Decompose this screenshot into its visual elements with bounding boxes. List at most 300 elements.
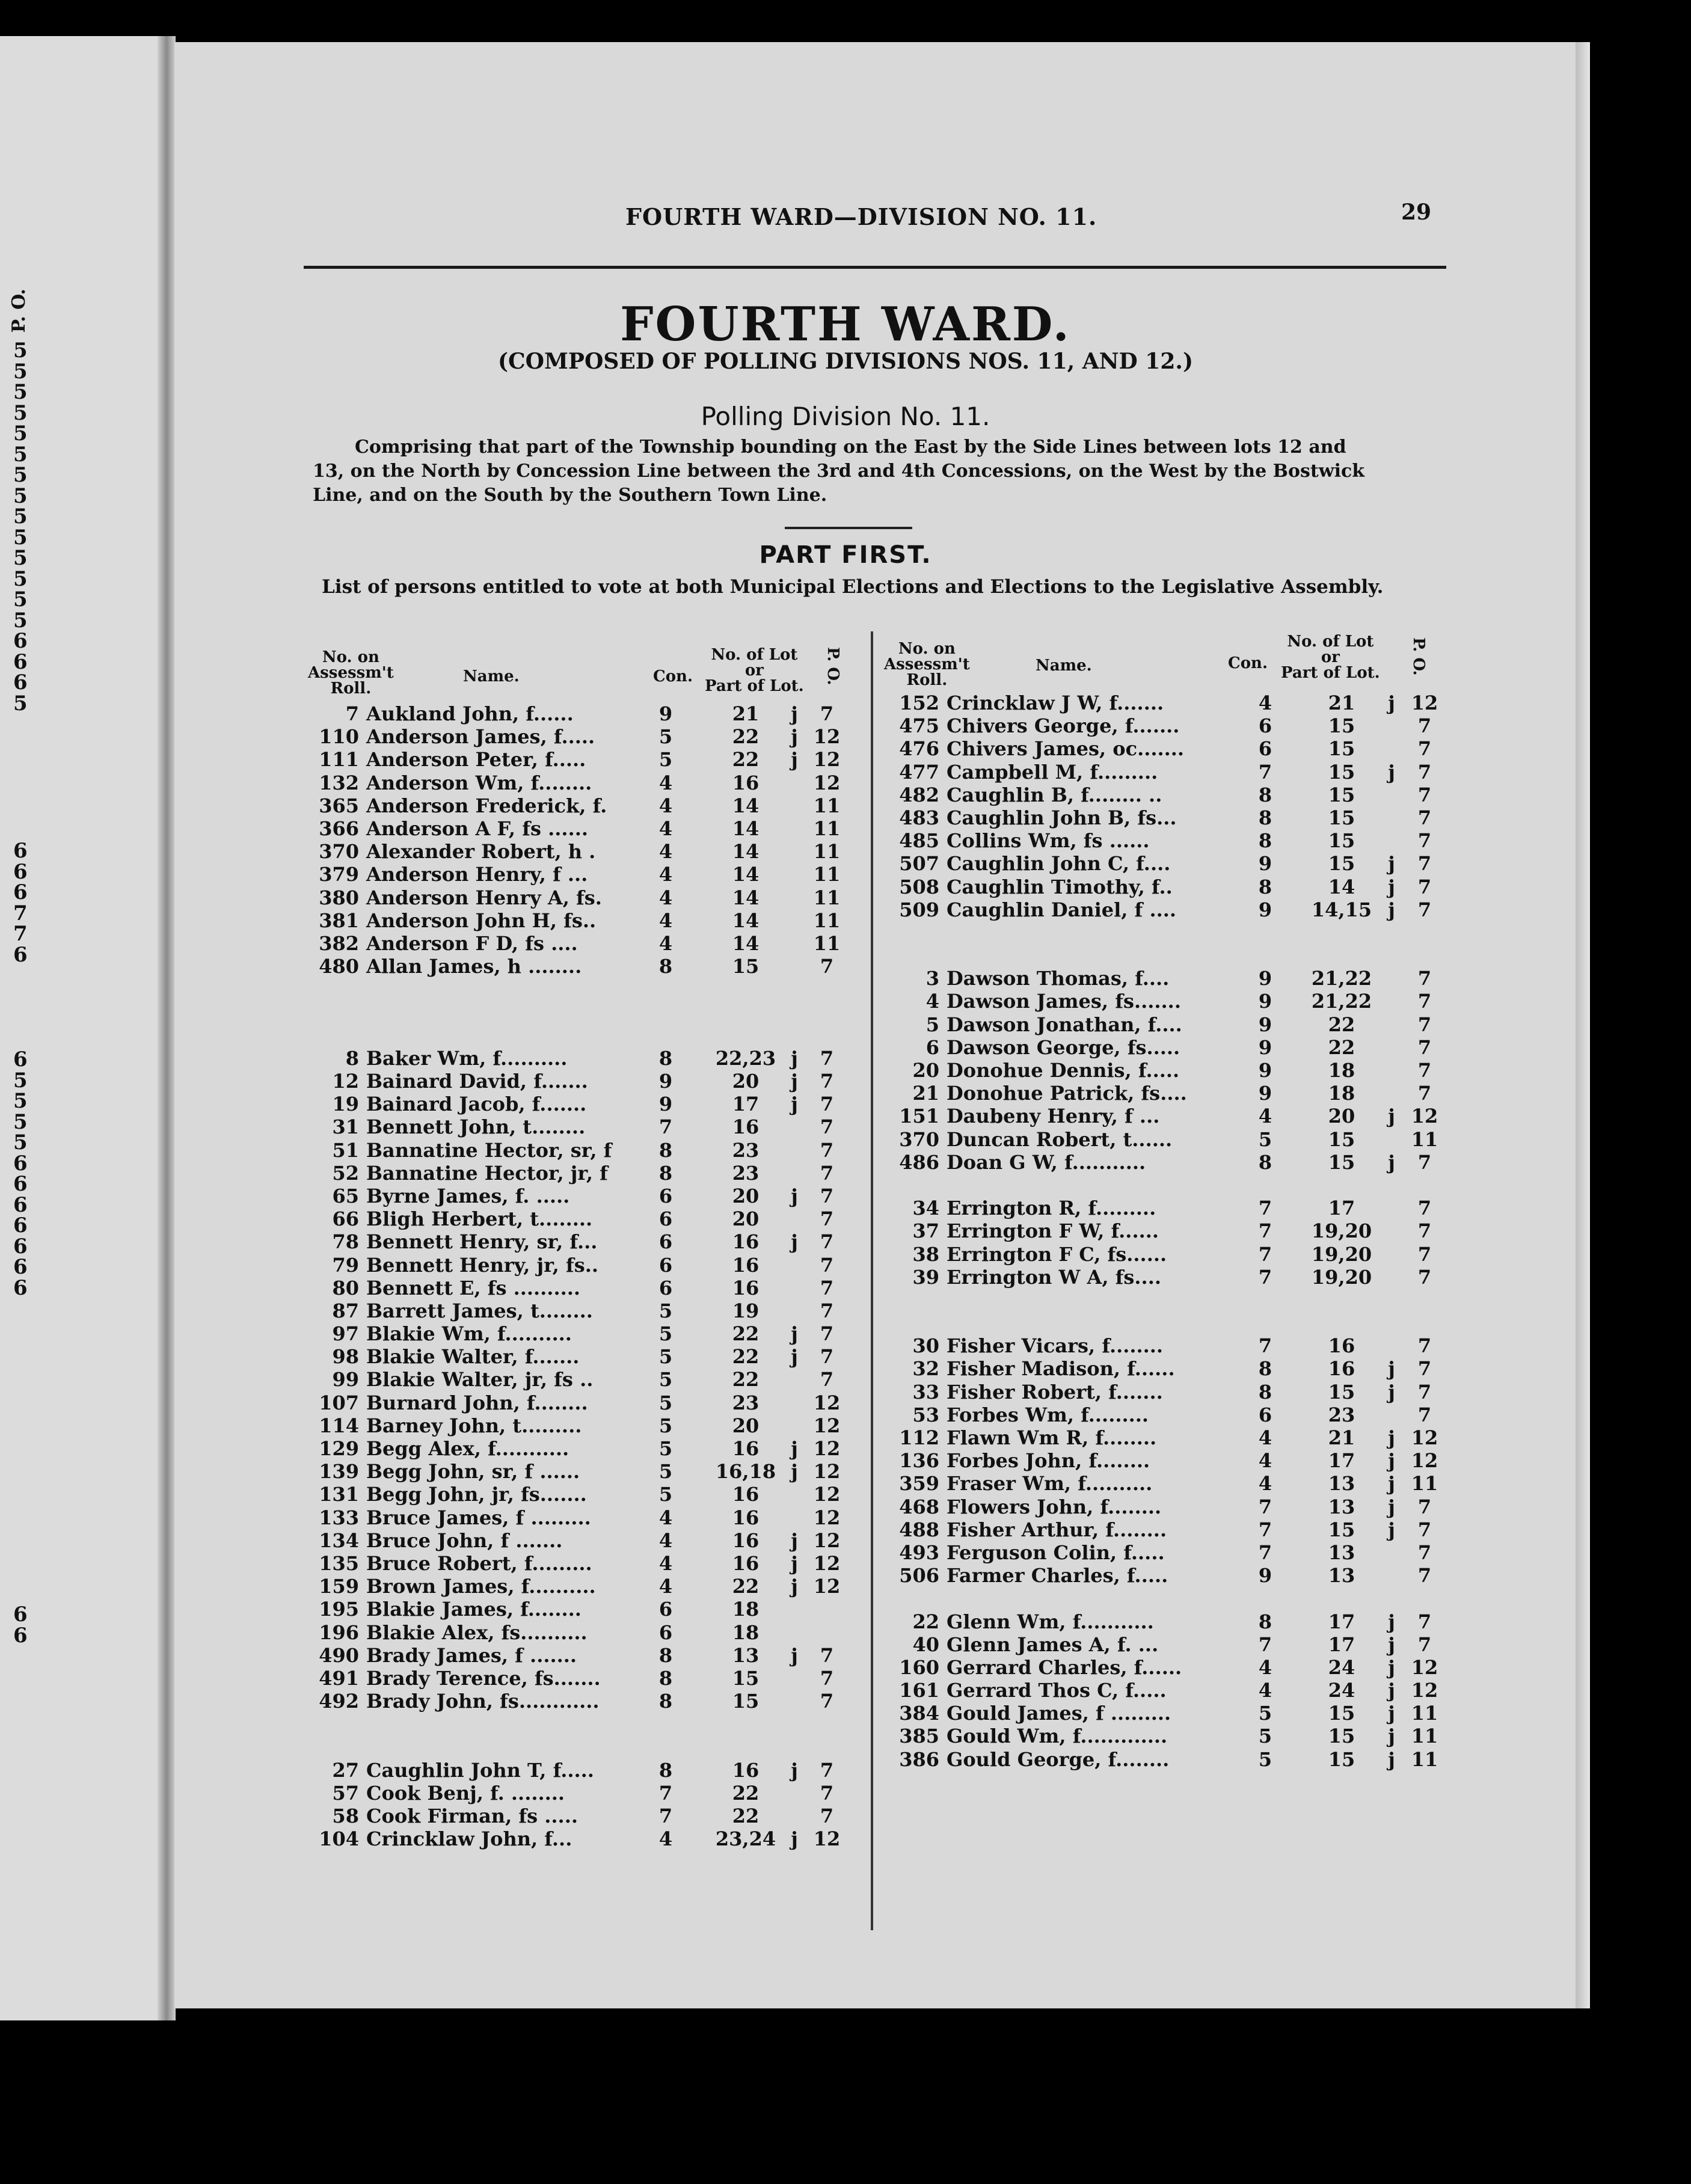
voter-entry-row bbox=[884, 852, 1443, 875]
voter-entry-row bbox=[304, 1529, 845, 1552]
post-office: 7 bbox=[820, 1345, 834, 1369]
joint-marker: j bbox=[1388, 1747, 1395, 1771]
post-office: 7 bbox=[820, 1781, 834, 1805]
voter-name: Collins Wm, fs ...... bbox=[947, 829, 1150, 853]
post-office: 7 bbox=[1417, 1564, 1432, 1587]
joint-marker: j bbox=[1388, 852, 1395, 876]
post-office: 12 bbox=[1411, 1449, 1438, 1473]
joint-marker: j bbox=[791, 1093, 798, 1116]
lot-number: 18 bbox=[732, 1621, 760, 1644]
roll-number: 468 bbox=[899, 1495, 939, 1518]
lot-number: 15 bbox=[1328, 1702, 1355, 1725]
concession: 4 bbox=[658, 771, 673, 794]
voter-entry-row bbox=[304, 1322, 845, 1345]
voter-name: Bennett E, fs .......... bbox=[366, 1276, 580, 1299]
header-con: Con. bbox=[653, 667, 693, 686]
joint-marker: j bbox=[791, 1230, 798, 1254]
voter-name: Byrne James, f. ..... bbox=[366, 1184, 570, 1207]
roll-number: 370 bbox=[319, 840, 359, 863]
voter-name: Gould George, f........ bbox=[947, 1747, 1170, 1771]
voter-entry-row bbox=[304, 1598, 845, 1621]
joint-marker: j bbox=[1388, 1150, 1395, 1174]
concession: 8 bbox=[1258, 806, 1272, 829]
header-con-right: Con. bbox=[1228, 654, 1268, 672]
post-office: 12 bbox=[813, 771, 841, 794]
post-office: 12 bbox=[1411, 1679, 1438, 1702]
voter-entry-row bbox=[884, 1311, 1443, 1334]
roll-number: 111 bbox=[319, 748, 359, 771]
voter-name: Fraser Wm, f.......... bbox=[947, 1472, 1153, 1495]
joint-marker: j bbox=[1388, 1426, 1395, 1449]
voter-entry-row bbox=[884, 1564, 1443, 1587]
voter-name: Bainard David, f....... bbox=[366, 1070, 588, 1093]
post-office: 7 bbox=[820, 1138, 834, 1162]
lot-number: 16 bbox=[732, 1506, 760, 1529]
voter-entry-row bbox=[304, 725, 845, 748]
roll-number: 78 bbox=[332, 1230, 359, 1254]
voter-entry-row bbox=[884, 1219, 1443, 1242]
post-office: 7 bbox=[1417, 1633, 1432, 1656]
running-head: FOURTH WARD—DIVISION NO. 11. bbox=[625, 203, 1097, 230]
roll-number: 488 bbox=[899, 1518, 939, 1541]
lot-number: 15 bbox=[1328, 760, 1355, 784]
roll-number: 480 bbox=[319, 955, 359, 978]
voter-name: Forbes Wm, f......... bbox=[947, 1403, 1149, 1426]
voter-list-left-column bbox=[304, 702, 845, 1850]
concession: 8 bbox=[658, 1161, 673, 1185]
voter-entry-row bbox=[884, 829, 1443, 852]
left-po-value: 6 bbox=[13, 880, 28, 904]
voter-entry-row bbox=[304, 955, 845, 978]
voter-entry-row bbox=[304, 771, 845, 794]
voter-entry-row bbox=[884, 1105, 1443, 1127]
roll-number: 506 bbox=[899, 1564, 939, 1587]
roll-number: 110 bbox=[319, 725, 359, 749]
lot-number: 18 bbox=[1328, 1082, 1355, 1105]
lot-number: 15 bbox=[1328, 852, 1355, 876]
voter-entry-row bbox=[884, 1587, 1443, 1610]
concession: 5 bbox=[658, 1322, 673, 1346]
voter-entry-row bbox=[884, 1518, 1443, 1541]
voter-name: Caughlin Timothy, f.. bbox=[947, 875, 1173, 898]
lot-number: 23 bbox=[732, 1161, 760, 1185]
voter-entry-row bbox=[304, 1207, 845, 1230]
lot-number: 16 bbox=[732, 1253, 760, 1277]
voter-name: Blakie Walter, f....... bbox=[366, 1345, 580, 1369]
voter-name: Anderson James, f..... bbox=[366, 725, 595, 749]
concession: 7 bbox=[1258, 1242, 1272, 1266]
voter-name: Blakie Alex, fs.......... bbox=[366, 1621, 588, 1644]
voter-entry-row bbox=[884, 1541, 1443, 1564]
voter-entry-row bbox=[884, 944, 1443, 967]
post-office: 7 bbox=[820, 1368, 834, 1391]
lot-number: 14 bbox=[732, 817, 760, 840]
joint-marker: j bbox=[1388, 1610, 1395, 1633]
concession: 4 bbox=[658, 1529, 673, 1552]
concession: 4 bbox=[1258, 1426, 1272, 1449]
lot-number: 19,20 bbox=[1311, 1219, 1372, 1243]
post-office: 7 bbox=[1417, 1242, 1432, 1266]
roll-number: 384 bbox=[899, 1702, 939, 1725]
voter-name: Blakie Wm, f.......... bbox=[366, 1322, 572, 1346]
voter-entry-row bbox=[304, 817, 845, 840]
voter-name: Anderson F D, fs .... bbox=[366, 931, 578, 955]
voter-name: Farmer Charles, f..... bbox=[947, 1564, 1168, 1587]
left-po-value: 5 bbox=[13, 608, 28, 633]
post-office: 7 bbox=[1417, 783, 1432, 806]
concession: 9 bbox=[1258, 1059, 1272, 1082]
post-office: 7 bbox=[820, 1115, 834, 1139]
voter-name: Brady James, f ....... bbox=[366, 1643, 577, 1667]
header-name: Name. bbox=[463, 667, 520, 686]
joint-marker: j bbox=[1388, 1679, 1395, 1702]
concession: 8 bbox=[1258, 1357, 1272, 1381]
joint-marker: j bbox=[1388, 1380, 1395, 1403]
concession: 4 bbox=[1258, 1655, 1272, 1679]
lot-number: 20 bbox=[732, 1184, 760, 1207]
post-office: 7 bbox=[1417, 714, 1432, 738]
part-title: PART FIRST. bbox=[759, 541, 932, 569]
voter-name: Anderson Henry A, fs. bbox=[366, 886, 602, 909]
header-roll-no-right: No. on Assessm't Roll. bbox=[884, 640, 970, 689]
voter-entry-row bbox=[304, 1460, 845, 1483]
lot-number: 19,20 bbox=[1311, 1265, 1372, 1289]
lot-number: 15 bbox=[1328, 783, 1355, 806]
concession: 6 bbox=[658, 1276, 673, 1299]
concession: 5 bbox=[1258, 1725, 1272, 1748]
post-office: 7 bbox=[1417, 1518, 1432, 1541]
roll-number: 195 bbox=[319, 1598, 359, 1621]
roll-number: 114 bbox=[319, 1414, 359, 1437]
concession: 9 bbox=[1258, 852, 1272, 876]
joint-marker: j bbox=[791, 702, 798, 725]
lot-number: 16,18 bbox=[715, 1460, 776, 1483]
post-office: 11 bbox=[1411, 1725, 1438, 1748]
lot-number: 17 bbox=[1328, 1610, 1355, 1633]
post-office: 12 bbox=[813, 748, 841, 771]
lot-number: 19,20 bbox=[1311, 1242, 1372, 1266]
roll-number: 80 bbox=[332, 1276, 359, 1299]
roll-number: 139 bbox=[319, 1460, 359, 1483]
voter-entry-row bbox=[304, 1230, 845, 1253]
joint-marker: j bbox=[1388, 1449, 1395, 1473]
voter-entry-row bbox=[304, 1277, 845, 1299]
lot-number: 22 bbox=[732, 1368, 760, 1391]
roll-number: 475 bbox=[899, 714, 939, 738]
voter-name: Glenn James A, f. ... bbox=[947, 1633, 1159, 1656]
post-office: 7 bbox=[1417, 990, 1432, 1013]
voter-name: Chivers James, oc....... bbox=[947, 737, 1185, 761]
concession: 7 bbox=[658, 1115, 673, 1139]
joint-marker: j bbox=[791, 1345, 798, 1369]
concession: 5 bbox=[658, 1299, 673, 1322]
concession: 7 bbox=[1258, 1334, 1272, 1358]
post-office: 11 bbox=[813, 886, 841, 909]
roll-number: 22 bbox=[912, 1610, 939, 1633]
roll-number: 132 bbox=[319, 771, 359, 794]
voter-entry-row bbox=[304, 1713, 845, 1735]
voter-entry-row bbox=[884, 1381, 1443, 1403]
voter-name: Barney John, t......... bbox=[366, 1414, 582, 1437]
left-po-value: 6 bbox=[13, 1048, 28, 1072]
voter-entry-row bbox=[884, 737, 1443, 760]
roll-number: 482 bbox=[899, 783, 939, 806]
voter-name: Dawson Thomas, f.... bbox=[947, 967, 1170, 990]
post-office: 12 bbox=[813, 1437, 841, 1460]
lot-number: 13 bbox=[1328, 1495, 1355, 1518]
lot-number: 22 bbox=[732, 725, 760, 749]
joint-marker: j bbox=[791, 1529, 798, 1552]
concession: 8 bbox=[658, 955, 673, 978]
header-rule bbox=[304, 266, 1446, 269]
section-rule bbox=[785, 527, 912, 529]
left-po-value: 6 bbox=[13, 1213, 28, 1238]
voter-entry-row bbox=[304, 932, 845, 955]
roll-number: 508 bbox=[899, 875, 939, 898]
lot-number: 14 bbox=[1328, 875, 1355, 898]
lot-number: 15 bbox=[1328, 1747, 1355, 1771]
lot-number: 23,24 bbox=[715, 1827, 776, 1851]
voter-entry-row bbox=[884, 1725, 1443, 1747]
lot-number: 22 bbox=[732, 748, 760, 771]
post-office: 7 bbox=[1417, 829, 1432, 853]
lot-number: 22 bbox=[732, 1781, 760, 1805]
post-office: 7 bbox=[820, 1276, 834, 1299]
left-po-value: 6 bbox=[13, 1255, 28, 1279]
joint-marker: j bbox=[791, 1758, 798, 1782]
roll-number: 160 bbox=[899, 1655, 939, 1679]
voter-entry-row bbox=[304, 840, 845, 863]
voter-name: Cook Firman, fs ..... bbox=[366, 1805, 578, 1827]
concession: 7 bbox=[1258, 1219, 1272, 1243]
voter-name: Begg Alex, f........... bbox=[366, 1437, 569, 1460]
header-lot: No. of Lot or Part of Lot. bbox=[705, 646, 804, 695]
lot-number: 21 bbox=[1328, 692, 1355, 714]
left-po-value: 5 bbox=[13, 422, 28, 446]
voter-entry-row bbox=[884, 1289, 1443, 1311]
voter-entry-row bbox=[884, 967, 1443, 990]
concession: 7 bbox=[1258, 1633, 1272, 1656]
lot-number: 17 bbox=[1328, 1449, 1355, 1473]
post-office: 12 bbox=[813, 1506, 841, 1529]
roll-number: 136 bbox=[899, 1449, 939, 1473]
voter-name: Bainard Jacob, f....... bbox=[366, 1093, 587, 1116]
lot-number: 16 bbox=[1328, 1357, 1355, 1381]
voter-name: Doan G W, f........... bbox=[947, 1150, 1146, 1174]
concession: 7 bbox=[1258, 1197, 1272, 1220]
post-office: 7 bbox=[820, 1230, 834, 1254]
voter-entry-row bbox=[884, 806, 1443, 829]
concession: 8 bbox=[658, 1643, 673, 1667]
roll-number: 52 bbox=[332, 1161, 359, 1185]
lot-number: 22 bbox=[732, 1575, 760, 1598]
post-office: 7 bbox=[1417, 967, 1432, 990]
voter-name: Ferguson Colin, f..... bbox=[947, 1541, 1165, 1564]
post-office: 11 bbox=[1411, 1702, 1438, 1725]
left-po-value: 6 bbox=[13, 1603, 28, 1627]
post-office: 12 bbox=[813, 1575, 841, 1598]
lot-number: 16 bbox=[732, 1437, 760, 1460]
joint-marker: j bbox=[1388, 692, 1395, 714]
lot-number: 18 bbox=[1328, 1059, 1355, 1082]
roll-number: 366 bbox=[319, 817, 359, 840]
left-po-value: 6 bbox=[13, 942, 28, 967]
lot-number: 24 bbox=[1328, 1655, 1355, 1679]
left-po-value: 5 bbox=[13, 339, 28, 363]
roll-number: 40 bbox=[912, 1633, 939, 1656]
concession: 5 bbox=[658, 1460, 673, 1483]
voter-entry-row bbox=[304, 1093, 845, 1115]
concession: 4 bbox=[658, 817, 673, 840]
voter-entry-row bbox=[884, 1036, 1443, 1059]
joint-marker: j bbox=[791, 1184, 798, 1207]
lot-number: 20 bbox=[732, 1070, 760, 1093]
roll-number: 381 bbox=[319, 909, 359, 932]
lot-number: 21 bbox=[1328, 1426, 1355, 1449]
voter-entry-row bbox=[884, 1266, 1443, 1289]
list-caption: List of persons entitled to vote at both Municipal Elections and Elections to the Legislative Assembly. bbox=[322, 576, 1384, 598]
voter-name: Alexander Robert, h . bbox=[366, 840, 596, 863]
concession: 9 bbox=[1258, 1035, 1272, 1059]
left-po-value: 6 bbox=[13, 859, 28, 884]
roll-number: 21 bbox=[912, 1082, 939, 1105]
roll-number: 493 bbox=[899, 1541, 939, 1564]
post-office: 7 bbox=[1417, 760, 1432, 784]
voter-entry-row bbox=[304, 1299, 845, 1322]
voter-entry-row bbox=[304, 1391, 845, 1414]
lot-number: 22 bbox=[1328, 1013, 1355, 1036]
concession: 6 bbox=[1258, 714, 1272, 738]
boundary-description-line-2: 13, on the North by Concession Line between the 3rd and 4th Concessions, on the West by the Bostwick bbox=[313, 461, 1365, 482]
lot-number: 24 bbox=[1328, 1679, 1355, 1702]
concession: 8 bbox=[1258, 875, 1272, 898]
roll-number: 476 bbox=[899, 737, 939, 761]
lot-number: 21,22 bbox=[1311, 967, 1372, 990]
post-office: 12 bbox=[813, 1827, 841, 1851]
header-roll-no: No. on Assessm't Roll. bbox=[308, 648, 394, 698]
voter-name: Bligh Herbert, t........ bbox=[366, 1207, 593, 1231]
roll-number: 58 bbox=[332, 1805, 359, 1827]
concession: 7 bbox=[1258, 1495, 1272, 1518]
voter-name: Anderson Wm, f........ bbox=[366, 771, 592, 794]
voter-name: Cook Benj, f. ........ bbox=[366, 1781, 565, 1805]
concession: 5 bbox=[658, 1437, 673, 1460]
voter-entry-row bbox=[884, 1357, 1443, 1380]
concession: 6 bbox=[658, 1598, 673, 1621]
lot-number: 16 bbox=[732, 1115, 760, 1139]
voter-name: Anderson John H, fs.. bbox=[366, 909, 597, 932]
joint-marker: j bbox=[1388, 1633, 1395, 1656]
left-po-value: 5 bbox=[13, 587, 28, 612]
concession: 9 bbox=[1258, 1013, 1272, 1036]
joint-marker: j bbox=[1388, 875, 1395, 898]
roll-number: 3 bbox=[925, 967, 939, 990]
left-po-value: 6 bbox=[13, 629, 28, 653]
voter-name: Bennett Henry, jr, fs.. bbox=[366, 1253, 598, 1277]
post-office: 12 bbox=[813, 725, 841, 749]
concession: 4 bbox=[1258, 1472, 1272, 1495]
voter-name: Barrett James, t........ bbox=[366, 1299, 593, 1322]
header-lot-right: No. of Lot or Part of Lot. bbox=[1281, 633, 1380, 682]
concession: 4 bbox=[658, 931, 673, 955]
concession: 5 bbox=[658, 1414, 673, 1437]
lot-number: 15 bbox=[1328, 1150, 1355, 1174]
voter-name: Chivers George, f....... bbox=[947, 714, 1180, 738]
roll-number: 8 bbox=[345, 1046, 359, 1070]
concession: 9 bbox=[1258, 1082, 1272, 1105]
roll-number: 19 bbox=[332, 1093, 359, 1116]
voter-entry-row bbox=[304, 702, 845, 725]
left-po-value: 6 bbox=[13, 1151, 28, 1176]
joint-marker: j bbox=[791, 1575, 798, 1598]
post-office: 11 bbox=[813, 931, 841, 955]
voter-name: Brown James, f.......... bbox=[366, 1575, 596, 1598]
voter-name: Baker Wm, f.......... bbox=[366, 1046, 568, 1070]
post-office: 11 bbox=[1411, 1747, 1438, 1771]
roll-number: 151 bbox=[899, 1105, 939, 1128]
voter-entry-row bbox=[304, 1483, 845, 1506]
voter-list-right-column bbox=[884, 692, 1443, 1771]
roll-number: 152 bbox=[899, 692, 939, 714]
roll-number: 135 bbox=[319, 1551, 359, 1575]
voter-name: Campbell M, f......... bbox=[947, 760, 1158, 784]
concession: 5 bbox=[658, 1345, 673, 1369]
lot-number: 22 bbox=[732, 1345, 760, 1369]
lot-number: 15 bbox=[732, 1666, 760, 1690]
post-office: 7 bbox=[820, 1161, 834, 1185]
concession: 5 bbox=[1258, 1127, 1272, 1151]
post-office: 7 bbox=[1417, 1082, 1432, 1105]
lot-number: 21 bbox=[732, 702, 760, 725]
lot-number: 15 bbox=[1328, 737, 1355, 761]
lot-number: 17 bbox=[732, 1093, 760, 1116]
concession: 5 bbox=[658, 1483, 673, 1506]
lot-number: 15 bbox=[1328, 1518, 1355, 1541]
voter-entry-row bbox=[884, 692, 1443, 714]
voter-entry-row bbox=[304, 1759, 845, 1782]
roll-number: 483 bbox=[899, 806, 939, 829]
lot-number: 23 bbox=[732, 1138, 760, 1162]
voter-entry-row bbox=[304, 1735, 845, 1758]
post-office: 7 bbox=[820, 1666, 834, 1690]
roll-number: 7 bbox=[345, 702, 359, 725]
lot-number: 20 bbox=[1328, 1105, 1355, 1128]
joint-marker: j bbox=[1388, 1725, 1395, 1748]
voter-name: Bruce James, f ......... bbox=[366, 1506, 591, 1529]
joint-marker: j bbox=[791, 748, 798, 771]
voter-name: Fisher Robert, f....... bbox=[947, 1380, 1163, 1403]
post-office: 7 bbox=[820, 1207, 834, 1231]
lot-number: 20 bbox=[732, 1207, 760, 1231]
voter-name: Caughlin John B, fs... bbox=[947, 806, 1177, 829]
voter-name: Anderson A F, fs ...... bbox=[366, 817, 588, 840]
roll-number: 490 bbox=[319, 1643, 359, 1667]
roll-number: 51 bbox=[332, 1138, 359, 1162]
voter-entry-row bbox=[884, 1472, 1443, 1495]
concession: 4 bbox=[1258, 692, 1272, 714]
roll-number: 30 bbox=[912, 1334, 939, 1358]
voter-name: Aukland John, f...... bbox=[366, 702, 574, 725]
lot-number: 15 bbox=[1328, 829, 1355, 853]
voter-name: Bannatine Hector, sr, f bbox=[366, 1138, 612, 1162]
voter-entry-row bbox=[884, 990, 1443, 1013]
lot-number: 14 bbox=[732, 794, 760, 817]
voter-name: Errington R, f......... bbox=[947, 1197, 1156, 1220]
voter-name: Begg John, sr, f ...... bbox=[366, 1460, 580, 1483]
concession: 8 bbox=[1258, 1380, 1272, 1403]
voter-name: Caughlin John C, f.... bbox=[947, 852, 1171, 876]
voter-name: Flawn Wm R, f........ bbox=[947, 1426, 1157, 1449]
